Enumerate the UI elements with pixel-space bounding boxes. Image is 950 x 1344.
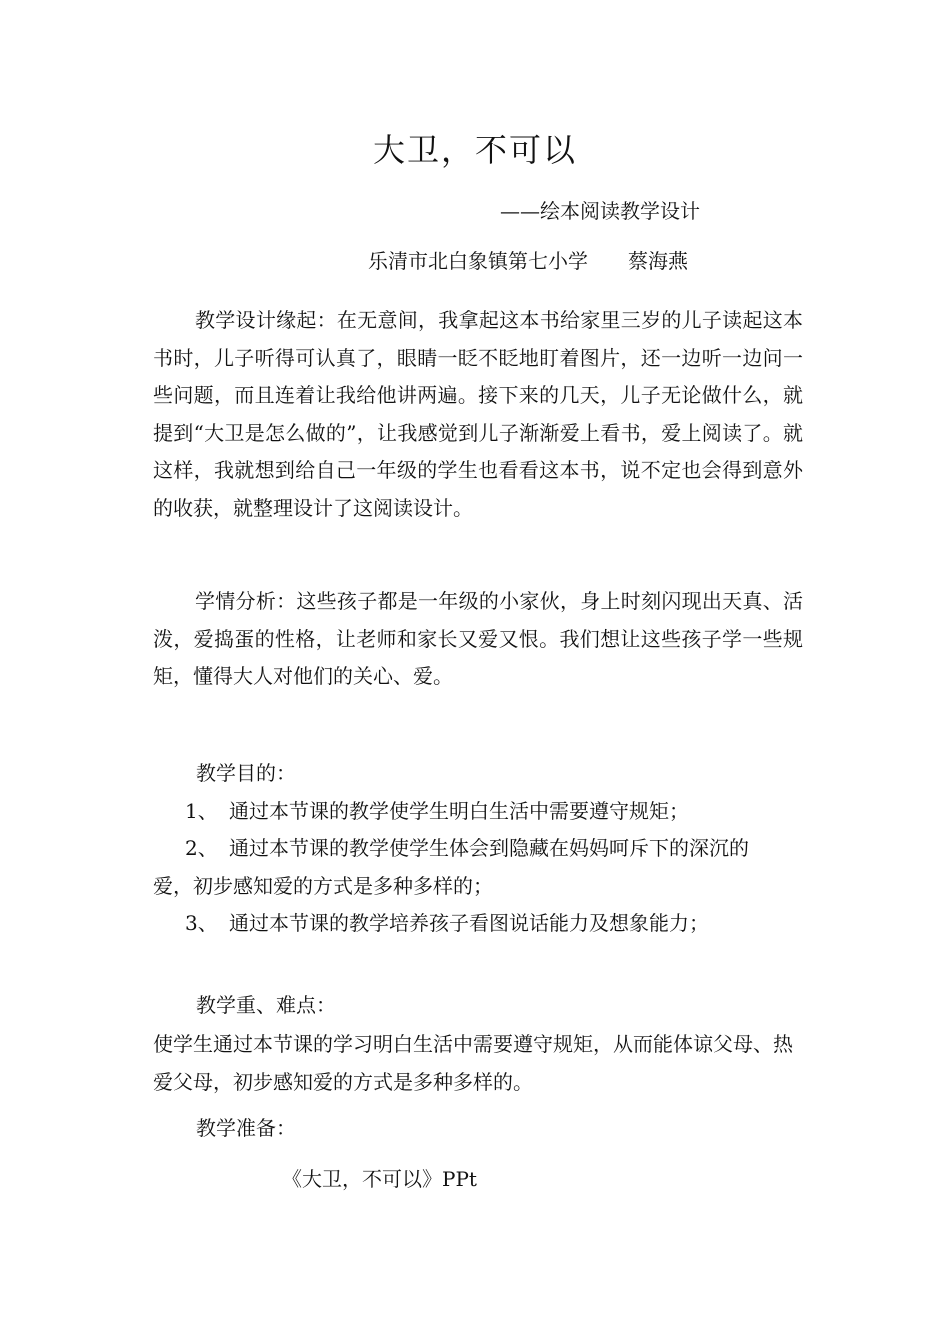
goal-number: 3、 — [185, 911, 218, 935]
goal-item — [185, 829, 835, 867]
goal-text: 爱，初步感知爱的方式是多种多样的； — [153, 874, 493, 898]
preparation-item: 《大卫，不可以》PPt — [282, 1167, 477, 1191]
goal-number: 1、 — [185, 799, 218, 823]
goals-heading: 教学目的： — [196, 761, 296, 785]
goal-item — [185, 904, 835, 942]
preparation-heading: 教学准备： — [196, 1116, 296, 1140]
goal-text: 通过本节课的教学培养孩子看图说话能力及想象能力； — [229, 911, 709, 935]
key-points-text: 使学生通过本节课的学习明白生活中需要遵守规矩，从而能体谅父母、热爱父母，初步感知爱的方式是多种多样的。 — [153, 1032, 793, 1094]
analysis-paragraph: 学情分析：这些孩子都是一年级的小家伙，身上时刻闪现出天真、活泼，爱捣蛋的性格，让老师和家长又爱又恨。我们想让这些孩子学一些规矩，懂得大人对他们的关心、爱。 — [153, 589, 803, 688]
document-subtitle: ——绘本阅读教学设计 — [500, 199, 700, 223]
author-line — [368, 246, 688, 276]
author-name: 蔡海燕 — [628, 249, 688, 273]
school-name: 乐清市北白象镇第七小学 — [368, 249, 588, 273]
document-title: 大卫，不可以 — [372, 131, 577, 169]
origin-paragraph: 教学设计缘起：在无意间，我拿起这本书给家里三岁的儿子读起这本书时，儿子听得可认真了，眼睛一眨不眨地盯着图片，还一边听一边问一些问题，而且连着让我给他讲两遍。接下来的几天，儿子无论做什么，就提到“大卫是怎么做的”，让我感觉到儿子渐渐爱上看书，爱上阅读了。就这样，我就想到给自己一年级的学生也看看这本书，说不定也会得到意外的收获，就整理设计了这阅读设计。 — [153, 308, 803, 520]
goal-item — [185, 792, 835, 830]
goal-number: 2、 — [185, 836, 218, 860]
key-points-heading: 教学重、难点： — [196, 993, 336, 1017]
goal-text: 通过本节课的教学使学生体会到隐藏在妈妈呵斥下的深沉的 — [229, 836, 749, 860]
goal-item-continuation — [153, 867, 803, 905]
goal-text: 通过本节课的教学使学生明白生活中需要遵守规矩； — [229, 799, 689, 823]
